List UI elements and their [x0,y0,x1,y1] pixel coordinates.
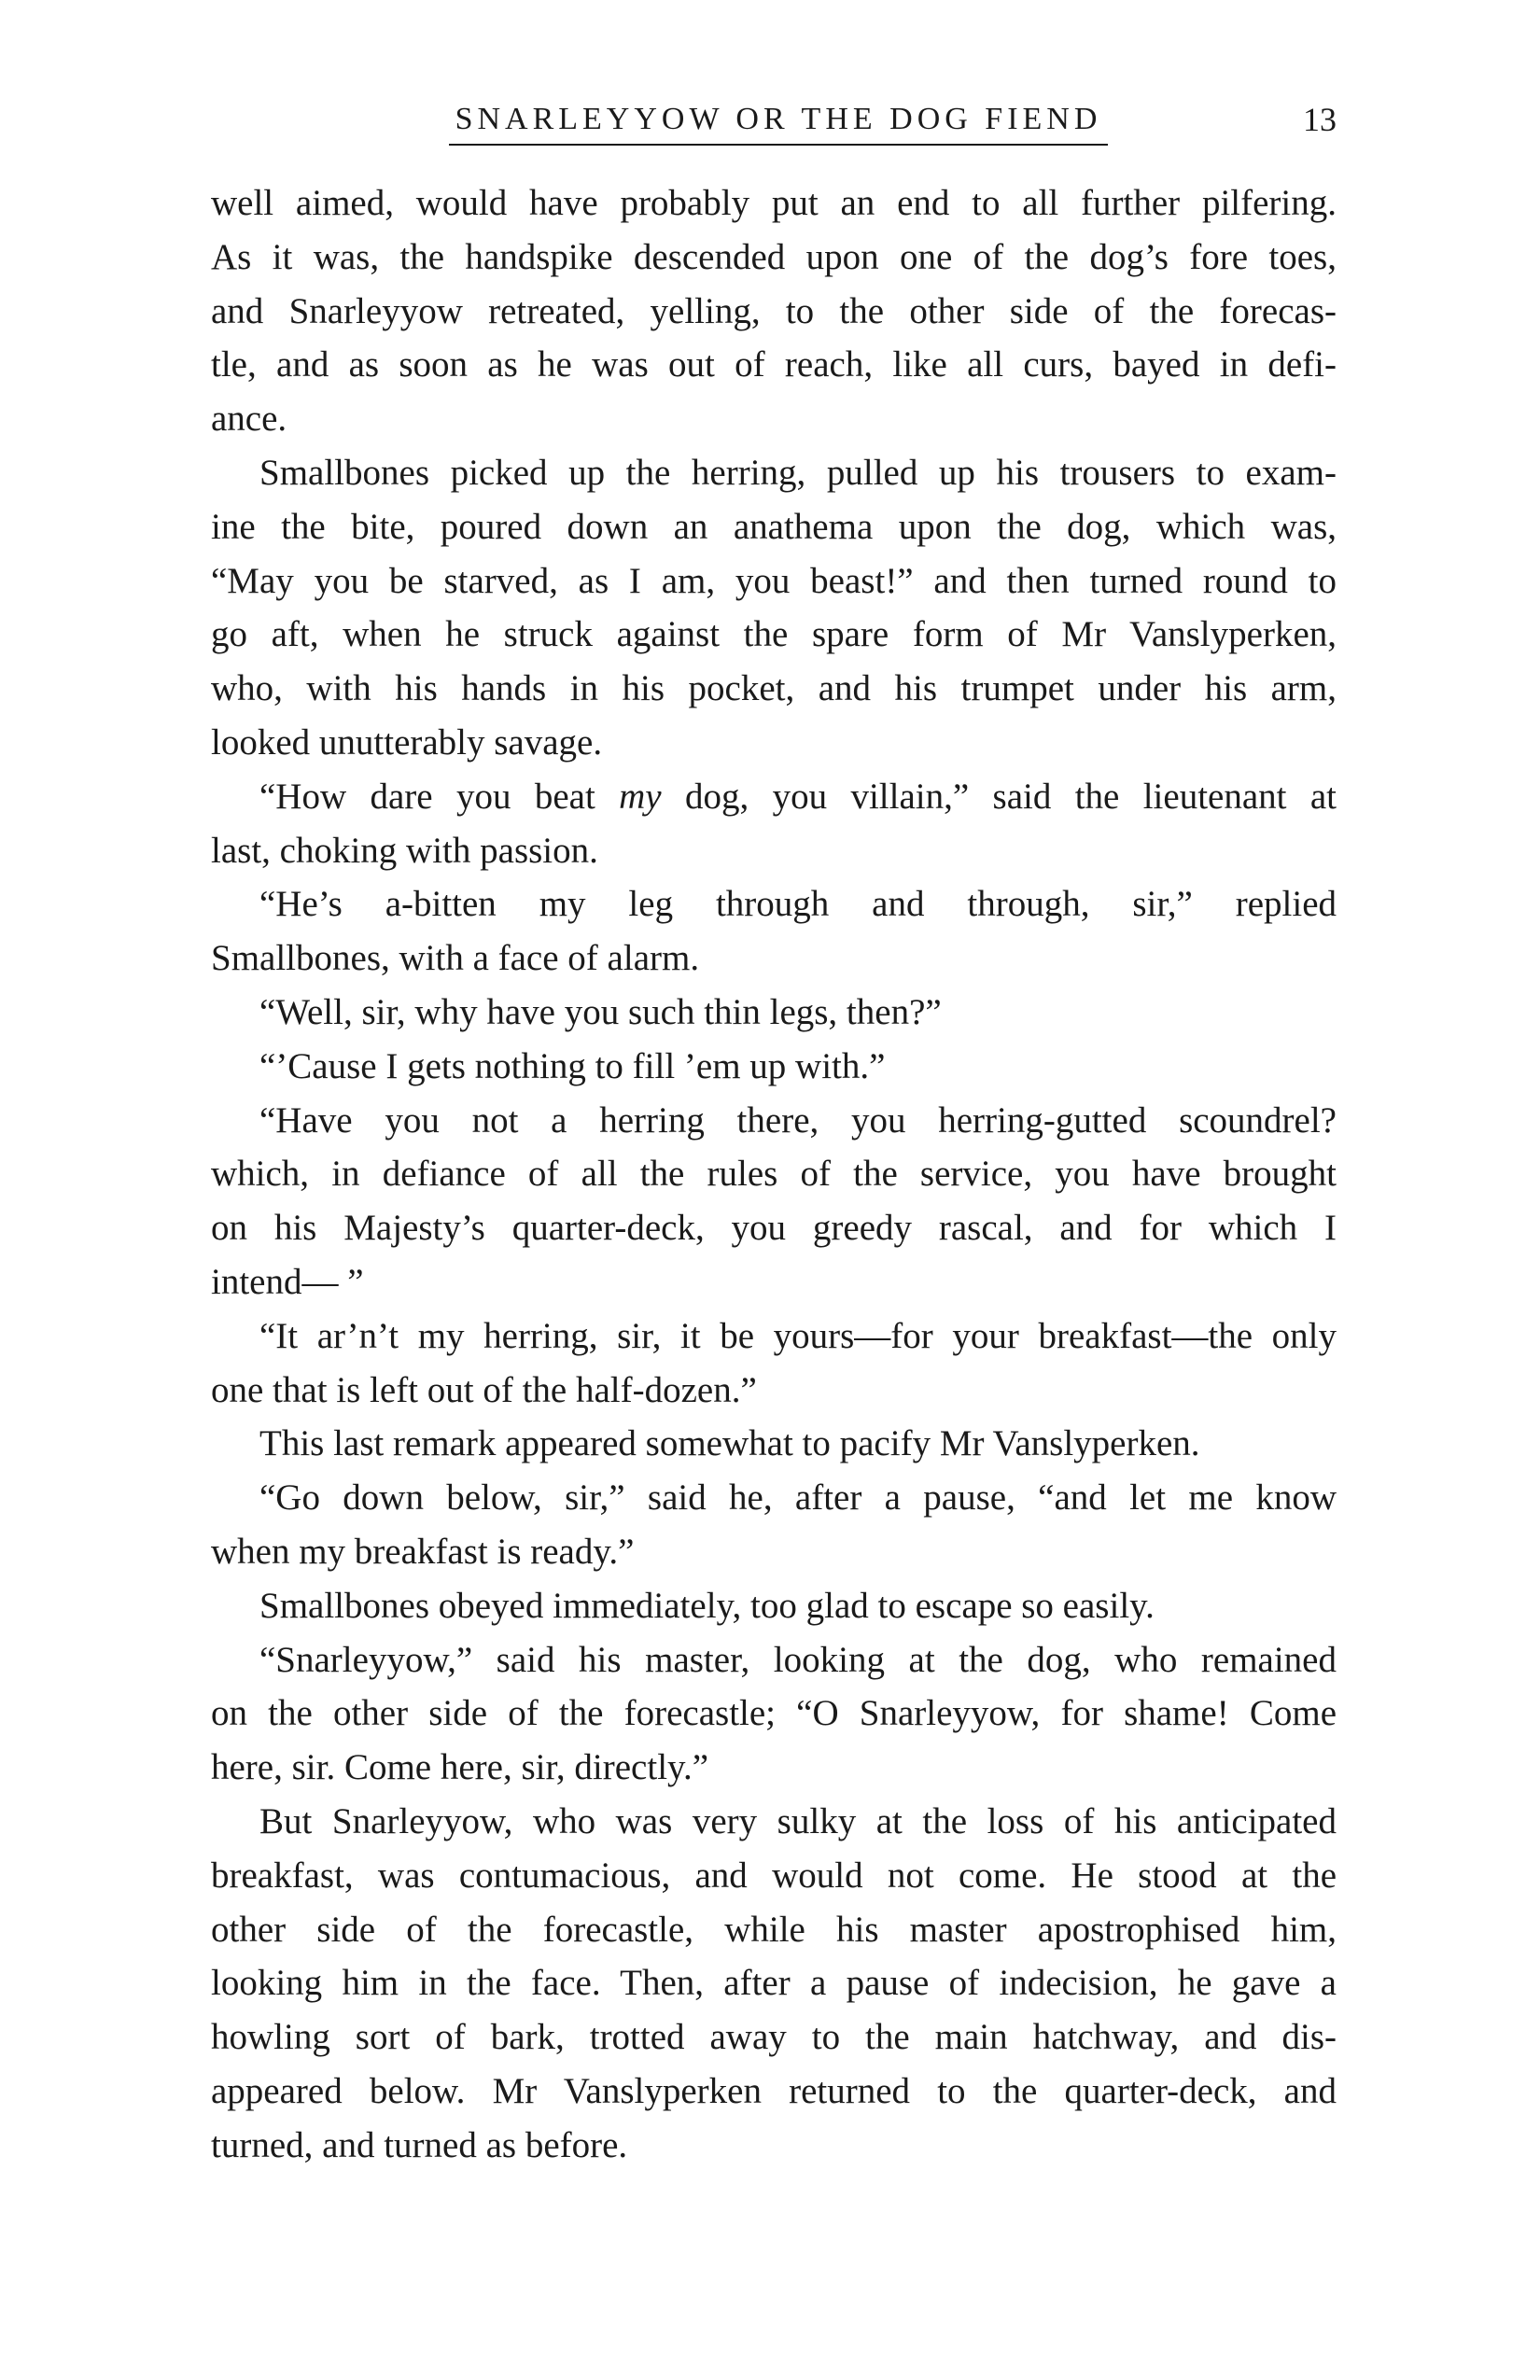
text-line: breakfast, was contumacious, and would not come. He stood at the [211,1855,1337,1896]
text-line: Smallbones obeyed immediately, too glad to escape so easily. [259,1585,1155,1626]
text-line: when my breakfast is ready.” [211,1531,635,1572]
paragraph [211,176,1337,446]
text-line: But Snarleyyow, who was very sulky at the loss of his anticipated [259,1800,1337,1841]
text-line: intend— ” [211,1261,364,1302]
paragraph [211,1795,1337,2173]
page-number: 13 [1303,101,1337,138]
text-line: last, choking with passion. [211,830,598,871]
text-line: on his Majesty’s quarter-deck, you greedy rascal, and for which I [211,1208,1337,1249]
body-text [211,176,1337,2172]
text-line: looked unutterably savage. [211,721,603,763]
paragraph [211,1471,1337,1579]
text-line: who, with his hands in his pocket, and his trumpet under his arm, [211,668,1337,709]
paragraph [211,986,1337,1040]
paragraph [211,1579,1337,1633]
running-title: SNARLEYYOW OR THE DOG FIEND [449,99,1108,146]
text-line: appeared below. Mr Vanslyperken returned to the quarter-deck, and [211,2070,1337,2111]
text-line: “Well, sir, why have you such thin legs, then?” [259,991,942,1032]
paragraph [211,1417,1337,1471]
paragraph [211,1040,1337,1094]
text-line: “’Cause I gets nothing to fill ’em up with.” [259,1045,886,1086]
text-line: “He’s a-bitten my leg through and through, sir,” replied [259,884,1337,925]
text-line: “It ar’n’t my herring, sir, it be yours—for your breakfast—the only [259,1315,1337,1356]
paragraph [211,877,1337,986]
text-line: and Snarleyyow retreated, yelling, to the other side of the forecas- [211,290,1337,331]
text-line: looking him in the face. Then, after a pause of indecision, he gave a [211,1963,1337,2004]
paragraph [211,1633,1337,1795]
text-line: here, sir. Come here, sir, directly.” [211,1747,709,1788]
paragraph [211,770,1337,878]
text-line: “May you be starved, as I am, you beast!” and then turned round to [211,560,1337,601]
text-line: which, in defiance of all the rules of the service, you have brought [211,1154,1337,1195]
text-line: Smallbones, with a face of alarm. [211,938,700,979]
text-line: ance. [211,399,287,440]
text-line: ine the bite, poured down an anathema upon the dog, which was, [211,506,1337,547]
text-line: As it was, the handspike descended upon one of the dog’s fore toes, [211,236,1337,277]
text-line: “How dare you beat my dog, you villain,” said the lieutenant at [259,776,1337,817]
text-line: “Snarleyyow,” said his master, looking at the dog, who remained [259,1639,1337,1680]
running-head [211,99,1337,146]
text-line: turned, and turned as before. [211,2124,628,2165]
text-line: howling sort of bark, trotted away to the main hatchway, and dis- [211,2017,1337,2058]
text-line: go aft, when he struck against the spare form of Mr Vanslyperken, [211,614,1337,655]
text-line: on the other side of the forecastle; “O Snarleyyow, for shame! Come [211,1693,1337,1734]
text-line: well aimed, would have probably put an end to all further pilfering. [211,183,1337,223]
paragraph [211,1094,1337,1309]
text-line: tle, and as soon as he was out of reach, like all curs, bayed in defi- [211,344,1337,385]
paragraph [211,446,1337,770]
text-line: “Have you not a herring there, you herring-gutted scoundrel? [259,1099,1337,1141]
text-line: “Go down below, sir,” said he, after a pause, “and let me know [259,1477,1337,1519]
text-line: other side of the forecastle, while his master apostrophised him, [211,1909,1337,1950]
text-line: This last remark appeared somewhat to pacify Mr Vanslyperken. [259,1423,1200,1464]
paragraph [211,1309,1337,1418]
text-line: Smallbones picked up the herring, pulled up his trousers to exam- [259,452,1337,493]
text-line: one that is left out of the half-dozen.” [211,1369,757,1410]
